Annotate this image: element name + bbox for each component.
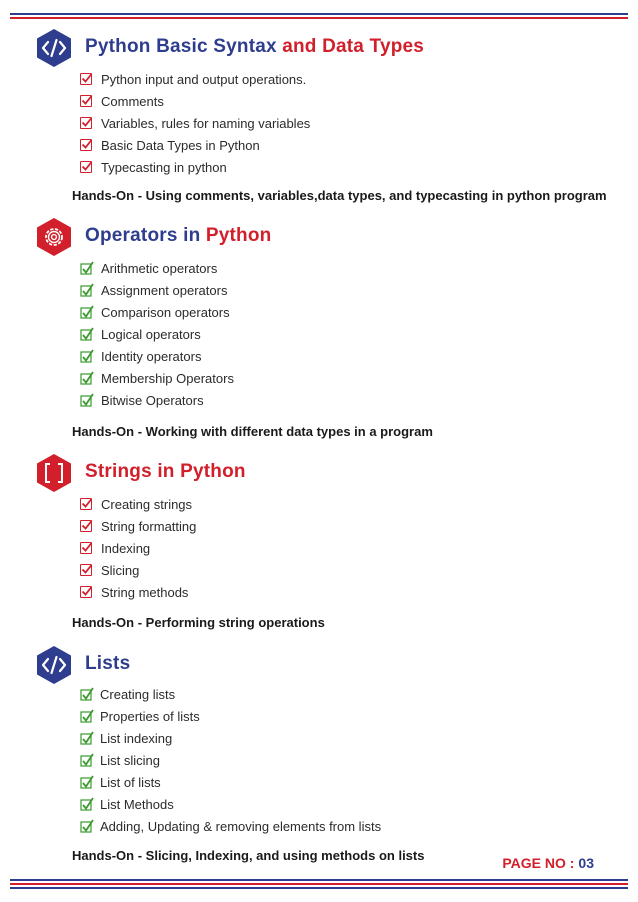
item-label: Membership Operators <box>101 371 234 386</box>
list-item <box>80 516 196 538</box>
checkmark-icon <box>80 305 94 319</box>
list-item <box>80 346 234 368</box>
item-label: String methods <box>101 585 189 600</box>
checkmark-icon <box>80 731 94 745</box>
item-label: Indexing <box>101 541 151 556</box>
section-title: Strings in Python <box>85 461 246 482</box>
checkbox-icon <box>80 139 92 151</box>
list-item <box>80 816 381 838</box>
checkbox-icon <box>80 520 92 532</box>
item-label: Creating lists <box>100 687 176 702</box>
item-label: Logical operators <box>101 327 201 342</box>
item-label: Slicing <box>101 563 140 578</box>
list-item <box>80 794 381 816</box>
section-title: Operators in Python <box>85 225 272 246</box>
code-icon <box>36 645 72 685</box>
list-item <box>80 157 310 179</box>
hands-on-note: Hands-On - Working with different data types in a program <box>72 424 433 439</box>
brackets-icon <box>36 453 72 493</box>
list-item <box>80 582 196 604</box>
hands-on-note: Hands-On - Using comments, variables,data types, and typecasting in python program <box>72 188 607 203</box>
item-label: Identity operators <box>101 349 202 364</box>
item-label: String formatting <box>101 519 197 534</box>
checkbox-icon <box>80 117 92 129</box>
checkmark-icon <box>80 687 94 701</box>
gear-icon <box>36 217 72 257</box>
item-label: Arithmetic operators <box>101 261 218 276</box>
item-label: List slicing <box>100 753 160 768</box>
checkmark-icon <box>80 327 94 341</box>
list-item <box>80 368 234 390</box>
topic-list <box>80 258 234 412</box>
item-label: List Methods <box>100 797 174 812</box>
item-label: List indexing <box>100 731 173 746</box>
item-label: Comparison operators <box>101 305 230 320</box>
section-title: Python Basic Syntax and Data Types <box>85 36 425 57</box>
checkbox-icon <box>80 73 92 85</box>
list-item <box>80 684 381 706</box>
checkmark-icon <box>80 371 94 385</box>
list-item <box>80 560 196 582</box>
list-item <box>80 280 234 302</box>
section-title: Lists <box>85 653 131 674</box>
list-item <box>80 390 234 412</box>
list-item <box>80 728 381 750</box>
page-number-label: PAGE NO : <box>502 855 575 871</box>
checkmark-icon <box>80 709 94 723</box>
item-label: Assignment operators <box>101 283 228 298</box>
checkmark-icon <box>80 349 94 363</box>
checkbox-icon <box>80 498 92 510</box>
checkmark-icon <box>80 393 94 407</box>
list-item <box>80 324 234 346</box>
checkmark-icon <box>80 753 94 767</box>
item-label: Bitwise Operators <box>101 393 204 408</box>
item-label: Basic Data Types in Python <box>101 138 260 153</box>
code-icon <box>36 28 72 68</box>
checkbox-icon <box>80 564 92 576</box>
list-item <box>80 69 310 91</box>
checkmark-icon <box>80 819 94 833</box>
item-label: Python input and output operations. <box>101 72 307 87</box>
list-item <box>80 135 310 157</box>
list-item <box>80 538 196 560</box>
checkmark-icon <box>80 283 94 297</box>
list-item <box>80 750 381 772</box>
checkmark-icon <box>80 797 94 811</box>
item-label: Adding, Updating & removing elements from lists <box>100 819 382 834</box>
checkbox-icon <box>80 161 92 173</box>
hands-on-note: Hands-On - Performing string operations <box>72 615 325 630</box>
item-label: Typecasting in python <box>101 160 227 175</box>
hands-on-note: Hands-On - Slicing, Indexing, and using methods on lists <box>72 848 425 863</box>
list-item <box>80 706 381 728</box>
checkbox-icon <box>80 95 92 107</box>
list-item <box>80 113 310 135</box>
checkbox-icon <box>80 542 92 554</box>
topic-list <box>80 684 381 838</box>
topic-list <box>80 69 310 179</box>
item-label: Properties of lists <box>100 709 200 724</box>
item-label: Comments <box>101 94 164 109</box>
top-divider <box>10 13 628 19</box>
page-number-value: 03 <box>578 855 594 871</box>
item-label: Creating strings <box>101 497 193 512</box>
checkmark-icon <box>80 775 94 789</box>
checkbox-icon <box>80 586 92 598</box>
list-item <box>80 302 234 324</box>
item-label: Variables, rules for naming variables <box>101 116 311 131</box>
item-label: List of lists <box>100 775 161 790</box>
topic-list <box>80 494 196 604</box>
page-number <box>502 855 594 871</box>
list-item <box>80 494 196 516</box>
bottom-divider <box>10 879 628 889</box>
list-item <box>80 772 381 794</box>
list-item <box>80 258 234 280</box>
list-item <box>80 91 310 113</box>
checkmark-icon <box>80 261 94 275</box>
